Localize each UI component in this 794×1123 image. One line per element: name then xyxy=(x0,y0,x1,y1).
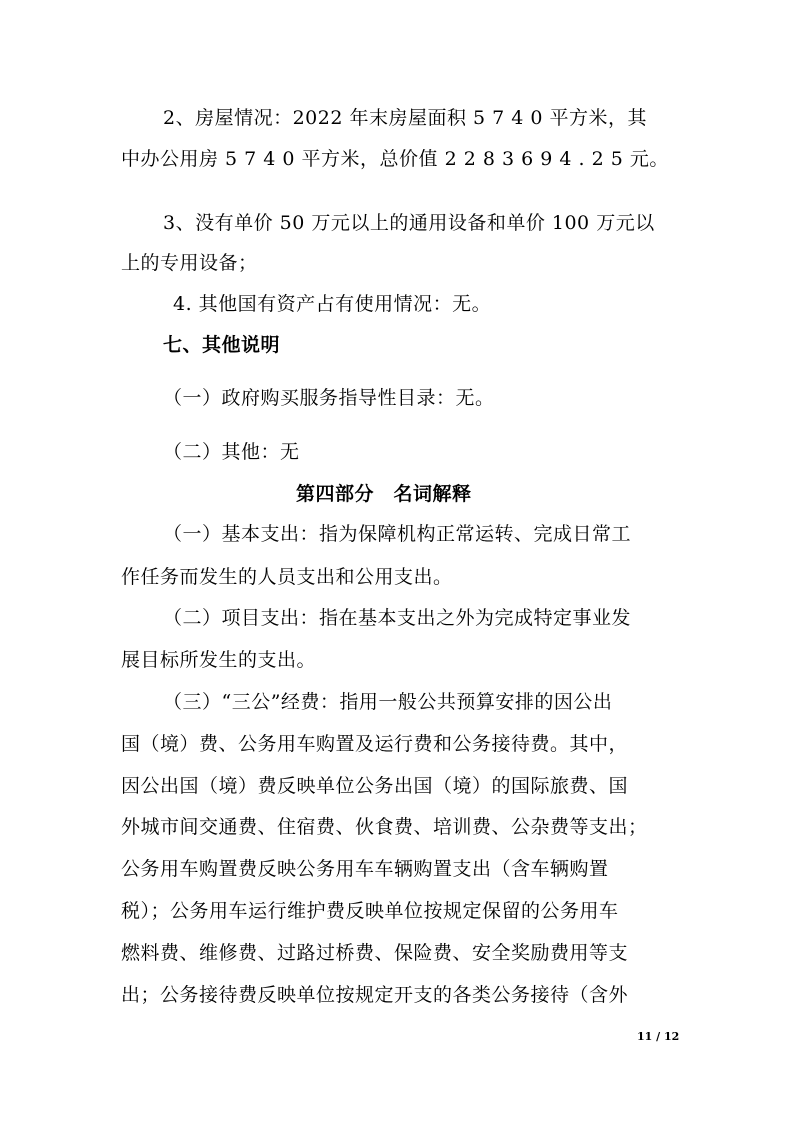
three-public-line-4: 外城市间交通费、住宿费、伙食费、培训费、公杂费等支出； xyxy=(121,816,648,838)
equipment-line-1: 3、没有单价 50 万元以上的通用设备和单价 100 万元以 xyxy=(163,212,655,234)
three-public-line-5: 公务用车购置费反映公务用车车辆购置支出（含车辆购置 xyxy=(121,858,609,880)
project-expense-line-1: （二）项目支出：指在基本支出之外为完成特定事业发 xyxy=(163,607,632,629)
three-public-line-6: 税）；公务用车运行维护费反映单位按规定保留的公务用车 xyxy=(121,900,619,922)
three-public-line-1: （三）“三公”经费：指用一般公共预算安排的因公出 xyxy=(163,691,613,713)
other-line: （二）其他：无 xyxy=(163,441,300,463)
part4-heading: 第四部分 名词解释 xyxy=(296,483,472,505)
basic-expense-line-2: 作任务而发生的人员支出和公用支出。 xyxy=(121,566,453,588)
other-assets-line: 4. 其他国有资产占有使用情况：无。 xyxy=(173,293,492,315)
page-number: 11 / 12 xyxy=(637,1030,680,1043)
three-public-line-3: 因公出国（境）费反映单位公务出国（境）的国际旅费、国 xyxy=(121,775,629,797)
three-public-line-7: 燃料费、维修费、过路过桥费、保险费、安全奖励费用等支 xyxy=(121,942,629,964)
housing-line-2: 中办公用房 5 7 4 0 平方米，总价值 2 2 8 3 6 9 4 . 2 5 元。 xyxy=(121,148,669,170)
gov-purchase-line: （一）政府购买服务指导性目录：无。 xyxy=(163,387,495,409)
project-expense-line-2: 展目标所发生的支出。 xyxy=(121,649,317,671)
three-public-line-8: 出；公务接待费反映单位按规定开支的各类公务接待（含外 xyxy=(121,984,629,1006)
basic-expense-line-1: （一）基本支出：指为保障机构正常运转、完成日常工 xyxy=(163,523,632,545)
three-public-line-2: 国（境）费、公务用车购置及运行费和公务接待费。其中， xyxy=(121,733,629,755)
other-notes-heading: 七、其他说明 xyxy=(163,334,281,356)
housing-line-1: 2、房屋情况：2022 年末房屋面积 5 7 4 0 平方米，其 xyxy=(163,107,648,129)
equipment-line-2: 上的专用设备； xyxy=(121,252,258,274)
